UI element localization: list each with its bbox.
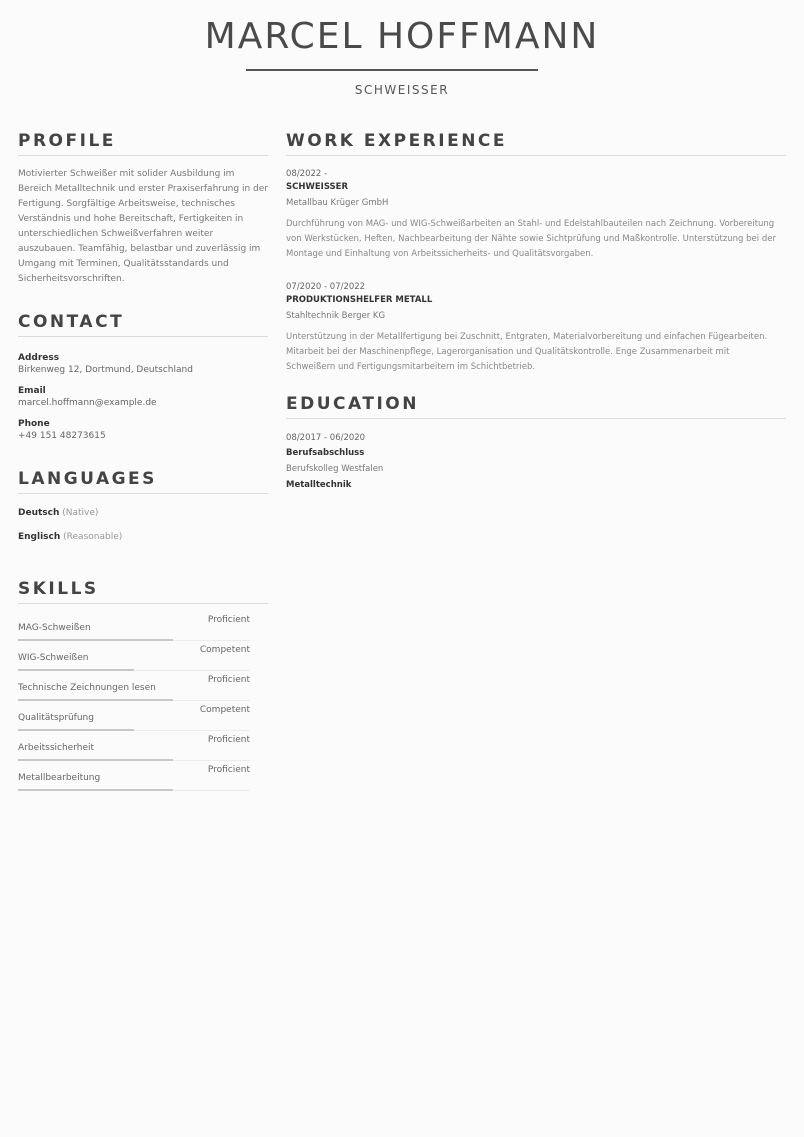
work-description: Unterstützung in der Metallfertigung bei Zuschnitt, Entgraten, Materialvorbereitung und einfachen Fügearbeiten. Mitarbeit bei der Maschinenpflege, Lagerorganisation und Qualitätskontrolle. Enge Zusammenarbeit mit Schweißern und Fertigungsmitarbeitern im Schichtbetrieb. [286,332,768,372]
work-date: 07/2020 - 07/2022 [286,282,366,292]
work-role: PRODUKTIONSHELFER METALL [286,295,433,305]
work-role: SCHWEISSER [286,182,349,192]
address-label: Address [18,353,60,363]
skill-name: MAG-Schweißen [18,623,91,633]
skill-name: Technische Zeichnungen lesen [18,683,156,693]
skill-name: Qualitätsprüfung [18,713,94,723]
skill-bar [18,789,173,791]
phone-value[interactable]: +49 151 48273615 [18,431,106,441]
skill-name: WIG-Schweißen [18,653,89,663]
email-label: Email [18,386,46,396]
skill-level: Proficient [207,765,250,775]
work-company: Metallbau Krüger GmbH [286,198,389,208]
skill-item [18,761,250,791]
phone-label: Phone [18,419,50,429]
name-divider [246,69,538,71]
skill-item [18,701,250,731]
work-date: 08/2022 - [286,169,328,179]
education-degree: Berufsabschluss [286,448,365,458]
skill-item [18,731,250,761]
profile-divider [18,155,268,156]
skills-divider [18,603,268,604]
language-name: Englisch [18,532,61,542]
education-divider [286,418,786,419]
language-level: (Native) [62,508,99,518]
skill-level: Proficient [207,675,250,685]
skill-name: Arbeitssicherheit [18,743,95,753]
language-item [18,508,98,518]
languages-divider [18,493,268,494]
skills-heading: SKILLS [18,579,99,599]
skill-level: Proficient [207,615,250,625]
skill-level: Proficient [207,735,250,745]
profile-heading: PROFILE [18,131,116,151]
work-description: Durchführung von MAG- und WIG-Schweißarbeiten an Stahl- und Edelstahlbauteilen nach Zeichnung. Vorbereitung von Werkstücken, Heften, Nachbearbeitung der Nähte sowie Sichtprüfung und Maßkontrolle. Unterstützung bei der Montage und Einhaltung von Arbeitssicherheits- und Qualitätsvorgaben. [286,219,776,259]
education-field: Metalltechnik [286,480,352,490]
job-title: SCHWEISSER [354,83,450,97]
skill-item [18,611,250,641]
address-value: Birkenweg 12, Dortmund, Deutschland [18,365,193,375]
work-company: Stahltechnik Berger KG [286,311,386,321]
skill-item [18,641,250,671]
resume-name: MARCEL HOFFMANN [204,16,600,57]
skill-level: Competent [199,705,250,715]
contact-heading: CONTACT [18,312,125,332]
profile-text: Motivierter Schweißer mit solider Ausbildung im Bereich Metalltechnik und erster Praxiserfahrung in der Fertigung. Sorgfältige Arbeitsweise, technisches Verständnis und hohe Bereitschaft, Fertigkeiten in unterschiedlichen Schweißverfahren weiter auszubauen. Teamfähig, belastbar und zuverlässig im Umgang mit Terminen, Qualitätsstandards und Sicherheitsvorschriften. [18,169,268,284]
education-date: 08/2017 - 06/2020 [286,433,366,443]
education-school: Berufskolleg Westfalen [286,464,384,474]
education-heading: EDUCATION [286,394,419,414]
work-divider [286,155,786,156]
language-item [18,532,122,542]
contact-divider [18,336,268,337]
language-level: (Reasonable) [63,532,123,542]
skill-name: Metallbearbeitung [18,773,101,783]
work-heading: WORK EXPERIENCE [286,131,508,151]
language-name: Deutsch [18,508,60,518]
skill-level: Competent [199,645,250,655]
skill-item [18,671,250,701]
email-value[interactable]: marcel.hoffmann@example.de [18,398,157,408]
languages-heading: LANGUAGES [18,469,157,489]
